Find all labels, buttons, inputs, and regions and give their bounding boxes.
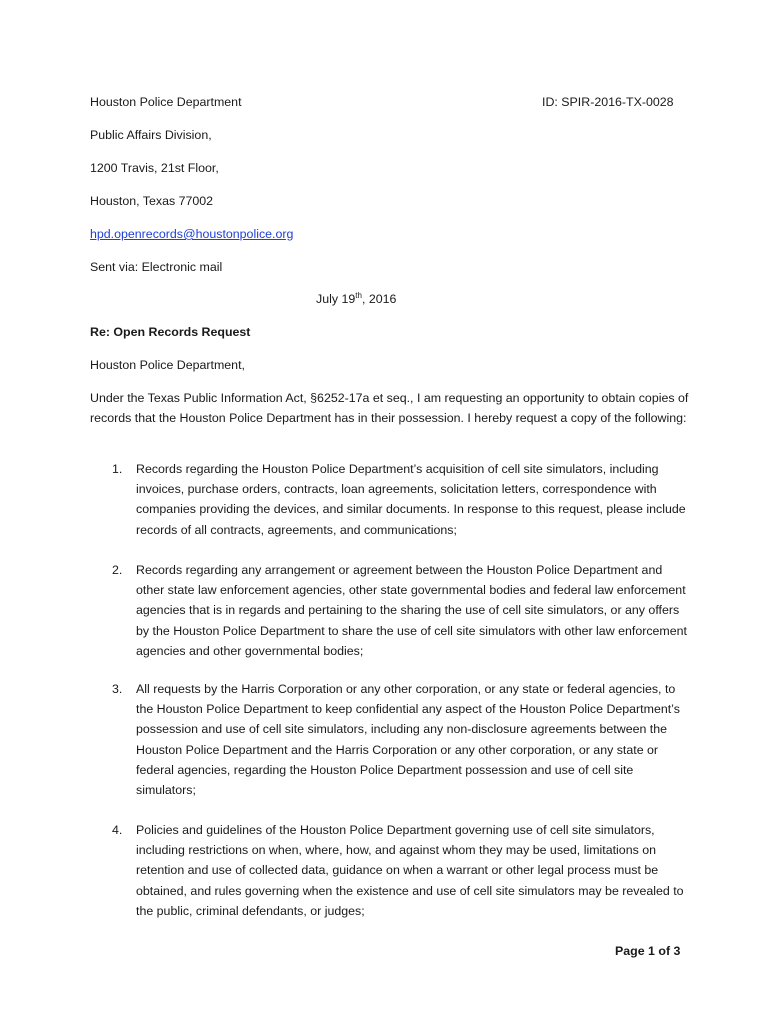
- page-number: Page 1 of 3: [615, 944, 681, 958]
- sent-via: Sent via: Electronic mail: [90, 260, 223, 274]
- request-number: 3.: [112, 682, 123, 696]
- salutation: Houston Police Department,: [90, 358, 245, 372]
- date-year: , 2016: [361, 292, 397, 306]
- letter-date: [316, 292, 396, 306]
- document-id: ID: SPIR-2016-TX-0028: [542, 95, 674, 109]
- recipient-email-link[interactable]: hpd.openrecords@houstonpolice.org: [90, 227, 294, 241]
- request-number: 4.: [112, 823, 123, 837]
- request-number: 2.: [112, 563, 123, 577]
- recipient-email-line: [90, 227, 293, 241]
- recipient-org-name: Houston Police Department: [90, 95, 242, 109]
- date-month-day: July 19: [316, 292, 356, 306]
- request-text: Records regarding the Houston Police Department’s acquisition of cell site simulators, including invoices, purchase orders, contracts, loan agreements, solicitation letters, correspondence with companies providing the devices, and similar documents. In response to this request, please include records of all contracts, agreements, and communications;: [136, 462, 686, 537]
- recipient-division: Public Affairs Division,: [90, 128, 212, 142]
- request-text: Records regarding any arrangement or agreement between the Houston Police Department and other state law enforcement agencies, other state governmental bodies and federal law enforcement agencies that is in regards and pertaining to the sharing the use of cell site simulators, or any offers by the Houston Police Department to share the use of cell site simulators with other law enforcement agencies and other governmental bodies;: [136, 563, 687, 658]
- recipient-street: 1200 Travis, 21st Floor,: [90, 161, 219, 175]
- request-number: 1.: [112, 462, 123, 476]
- request-text: Policies and guidelines of the Houston Police Department governing use of cell site simulators, including restrictions on when, where, how, and against whom they may be used, limitations on retention and use of collected data, guidance on when a warrant or other legal process must be obtained, and rules governing when the existence and use of cell site simulators may be revealed to the public, criminal defendants, or judges;: [136, 823, 684, 918]
- recipient-city: Houston, Texas 77002: [90, 194, 214, 208]
- request-text: All requests by the Harris Corporation or any other corporation, or any state or federal agencies, to the Houston Police Department to keep confidential any aspect of the Houston Police Department’s possession and use of cell site simulators, including any non-disclosure agreements between the Houston Police Department and the Harris Corporation or any other corporation, or any state or federal agencies, regarding the Houston Police Department possession and use of cell site simulators;: [136, 682, 680, 798]
- subject-line: Re: Open Records Request: [90, 325, 251, 339]
- date-suffix: th: [355, 290, 362, 300]
- intro-paragraph: Under the Texas Public Information Act, §6252-17a et seq., I am requesting an opportunity to obtain copies of records that the Houston Police Department has in their possession. I hereby request a copy of the following:: [90, 391, 689, 426]
